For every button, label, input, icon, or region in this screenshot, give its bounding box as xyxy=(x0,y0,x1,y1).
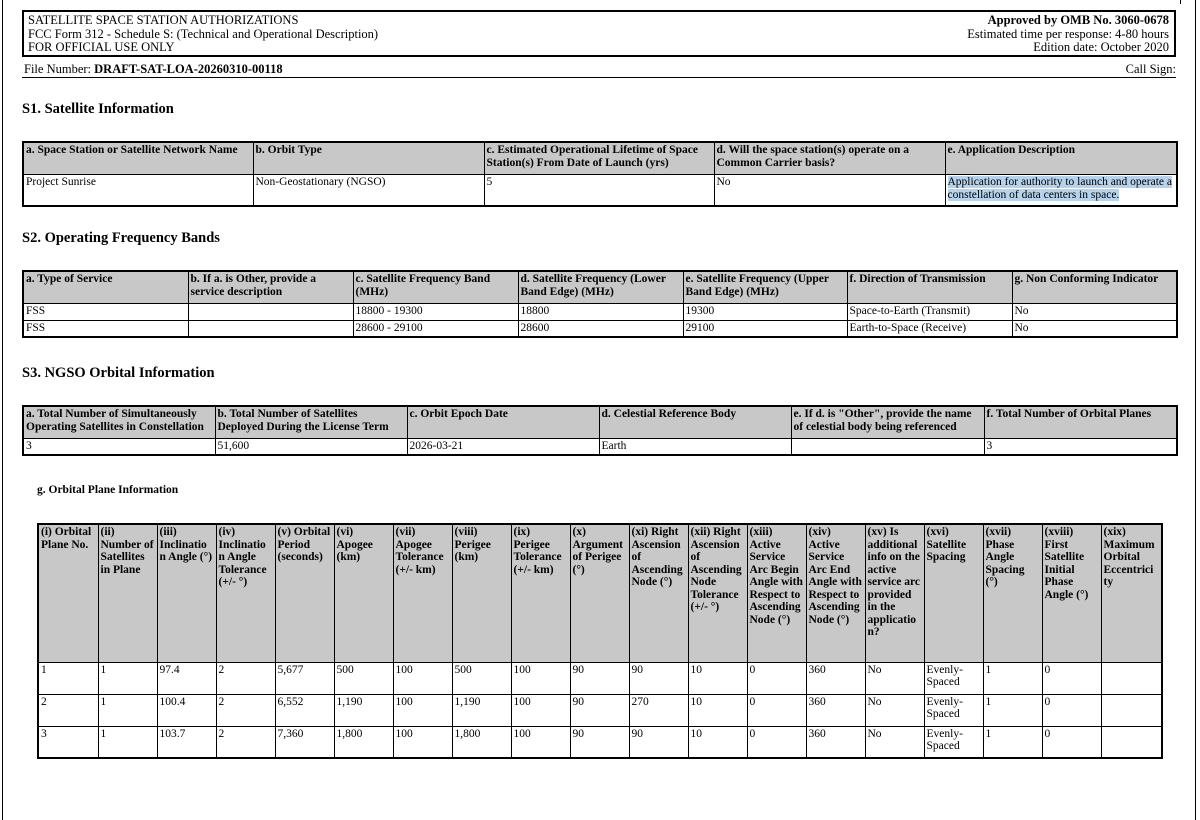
orbital-cell: 500 xyxy=(452,662,511,694)
orbital-cell: 0 xyxy=(1042,694,1101,726)
lower-band-edge: 28600 xyxy=(518,320,683,337)
orbital-cell xyxy=(1101,694,1162,726)
estimated-time: Estimated time per response: 4-80 hours xyxy=(967,26,1169,41)
orbital-cell: 360 xyxy=(806,662,865,694)
orbital-header-2: (ii) Number of Satellites in Plane xyxy=(98,524,157,662)
orbit-epoch-date: 2026-03-21 xyxy=(407,438,599,455)
application-description-cell xyxy=(945,174,1177,206)
orbital-header-7: (vii) Apogee Tolerance (+/- km) xyxy=(393,524,452,662)
celestial-body: Earth xyxy=(599,438,791,455)
orbital-cell: 10 xyxy=(688,694,747,726)
s1-title: S1. Satellite Information xyxy=(22,101,174,117)
s2-header-e: e. Satellite Frequency (Upper Band Edge) (MHz) xyxy=(683,271,847,303)
operational-lifetime: 5 xyxy=(484,174,714,206)
orbital-header-10: (x) Argument of Perigee (°) xyxy=(570,524,629,662)
orbital-cell: 2 xyxy=(216,726,275,758)
orbital-cell: 97.4 xyxy=(157,662,216,694)
orbital-cell: 3 xyxy=(38,726,98,758)
orbital-cell: Evenly-Spaced xyxy=(924,694,983,726)
orbital-cell: 2 xyxy=(216,694,275,726)
s2-header-g: g. Non Conforming Indicator xyxy=(1012,271,1177,303)
s2-header-c: c. Satellite Frequency Band (MHz) xyxy=(353,271,518,303)
s1-header-b: b. Orbit Type xyxy=(253,142,484,174)
non-conforming: No xyxy=(1012,303,1177,320)
orbital-cell: 1 xyxy=(983,662,1042,694)
orbital-cell: 10 xyxy=(688,662,747,694)
orbital-cell: 103.7 xyxy=(157,726,216,758)
s3-header-row xyxy=(23,406,1177,438)
orbital-header-13: (xiii) Active Service Arc Begin Angle with Respect to Ascending Node (°) xyxy=(747,524,806,662)
orbital-row xyxy=(38,726,1162,758)
s1-header-d: d. Will the space station(s) operate on a Common Carrier basis? xyxy=(714,142,945,174)
call-sign-label: Call Sign: xyxy=(1125,62,1176,76)
form-subtitle: FCC Form 312 - Schedule S: (Technical and Operational Description) xyxy=(28,26,379,41)
orbital-cell: 100.4 xyxy=(157,694,216,726)
file-number-label: File Number: xyxy=(24,62,92,76)
s2-header-f: f. Direction of Transmission xyxy=(847,271,1012,303)
orbital-header-18: (xviii) First Satellite Initial Phase Angle (°) xyxy=(1042,524,1101,662)
form-title: SATELLITE SPACE STATION AUTHORIZATIONS xyxy=(28,13,299,27)
orbital-cell: 7,360 xyxy=(275,726,334,758)
form-header-left xyxy=(28,14,378,55)
orbital-cell: 2 xyxy=(38,694,98,726)
orbital-row xyxy=(38,662,1162,694)
orbit-type: Non-Geostationary (NGSO) xyxy=(253,174,484,206)
transmission-direction: Earth-to-Space (Receive) xyxy=(847,320,1012,337)
other-celestial-body xyxy=(791,438,984,455)
s2-header-d: d. Satellite Frequency (Lower Band Edge) (MHz) xyxy=(518,271,683,303)
service-type: FSS xyxy=(23,303,188,320)
lower-band-edge: 18800 xyxy=(518,303,683,320)
orbital-header-19: (xix) Maximum Orbital Eccentrici ty xyxy=(1101,524,1162,662)
orbital-cell: 100 xyxy=(393,694,452,726)
s3-header-a: a. Total Number of Simultaneously Operating Satellites in Constellation xyxy=(23,406,215,438)
orbital-row xyxy=(38,694,1162,726)
omb-approval: Approved by OMB No. 3060-0678 xyxy=(987,13,1169,27)
orbital-cell: 10 xyxy=(688,726,747,758)
orbital-cell: 90 xyxy=(570,694,629,726)
s1-header-a: a. Space Station or Satellite Network Name xyxy=(23,142,253,174)
application-description[interactable]: Application for authority to launch and operate a constellation of data centers in space. xyxy=(947,175,1172,201)
orbital-cell: 90 xyxy=(570,726,629,758)
service-description xyxy=(188,320,353,337)
form-header xyxy=(22,10,1176,57)
s1-header-e: e. Application Description xyxy=(945,142,1177,174)
orbital-cell: 0 xyxy=(1042,662,1101,694)
s2-table xyxy=(22,270,1178,338)
orbital-cell: 1,190 xyxy=(452,694,511,726)
orbital-planes: 3 xyxy=(984,438,1177,455)
orbital-cell: 5,677 xyxy=(275,662,334,694)
orbital-cell: 0 xyxy=(747,662,806,694)
s2-header-a: a. Type of Service xyxy=(23,271,188,303)
orbital-header-6: (vi) Apogee (km) xyxy=(334,524,393,662)
s2-row-2 xyxy=(23,320,1177,337)
orbital-cell: 90 xyxy=(570,662,629,694)
s3-header-b: b. Total Number of Satellites Deployed During the License Term xyxy=(215,406,407,438)
orbital-cell: 1 xyxy=(98,694,157,726)
orbital-cell: 500 xyxy=(334,662,393,694)
s3-header-e: e. If d. is "Other", provide the name of celestial body being referenced xyxy=(791,406,984,438)
orbital-cell: 0 xyxy=(1042,726,1101,758)
orbital-header-14: (xiv) Active Service Arc End Angle with Respect to Ascending Node (°) xyxy=(806,524,865,662)
upper-band-edge: 19300 xyxy=(683,303,847,320)
orbital-cell: 1,800 xyxy=(334,726,393,758)
common-carrier: No xyxy=(714,174,945,206)
non-conforming: No xyxy=(1012,320,1177,337)
orbital-header-11: (xi) Right Ascension of Ascending Node (°) xyxy=(629,524,688,662)
orbital-cell: 90 xyxy=(629,662,688,694)
orbital-header-row xyxy=(38,524,1162,662)
orbital-plane-table xyxy=(37,523,1163,759)
orbital-cell: Evenly-Spaced xyxy=(924,662,983,694)
frequency-band: 18800 - 19300 xyxy=(353,303,518,320)
page-edge-left xyxy=(2,0,3,820)
edition-date: Edition date: October 2020 xyxy=(1033,40,1169,54)
s2-header-row xyxy=(23,271,1177,303)
orbital-cell: 1,800 xyxy=(452,726,511,758)
deployed-satellites: 51,600 xyxy=(215,438,407,455)
service-description xyxy=(188,303,353,320)
orbital-cell: 2 xyxy=(216,662,275,694)
orbital-cell: Evenly-Spaced xyxy=(924,726,983,758)
s3-table xyxy=(22,405,1178,456)
orbital-header-3: (iii) Inclinatio n Angle (°) xyxy=(157,524,216,662)
orbital-body xyxy=(38,662,1162,758)
s3-data-row xyxy=(23,438,1177,455)
upper-band-edge: 29100 xyxy=(683,320,847,337)
orbital-cell: 1 xyxy=(98,662,157,694)
page-corner-mark xyxy=(1180,0,1181,4)
orbital-cell: 90 xyxy=(629,726,688,758)
orbital-header-5: (v) Orbital Period (seconds) xyxy=(275,524,334,662)
orbital-cell: 100 xyxy=(511,694,570,726)
s3-header-c: c. Orbit Epoch Date xyxy=(407,406,599,438)
orbital-header-1: (i) Orbital Plane No. xyxy=(38,524,98,662)
orbital-cell: 100 xyxy=(393,726,452,758)
orbital-cell: 100 xyxy=(511,726,570,758)
orbital-header-12: (xii) Right Ascension of Ascending Node Tolerance (+/- °) xyxy=(688,524,747,662)
orbital-header-17: (xvii) Phase Angle Spacing (°) xyxy=(983,524,1042,662)
orbital-cell: No xyxy=(865,662,924,694)
frequency-band: 28600 - 29100 xyxy=(353,320,518,337)
orbital-cell: 6,552 xyxy=(275,694,334,726)
orbital-header-4: (iv) Inclinatio n Angle Tolerance (+/- °) xyxy=(216,524,275,662)
s3-title: S3. NGSO Orbital Information xyxy=(22,365,215,381)
orbital-cell: 270 xyxy=(629,694,688,726)
form-header-right xyxy=(967,14,1169,55)
s1-header-row xyxy=(23,142,1177,174)
file-number-value: DRAFT-SAT-LOA-20260310-00118 xyxy=(94,62,283,76)
s3-header-d: d. Celestial Reference Body xyxy=(599,406,791,438)
s2-title: S2. Operating Frequency Bands xyxy=(22,230,220,246)
orbital-cell: 1 xyxy=(983,694,1042,726)
orbital-cell: No xyxy=(865,694,924,726)
orbital-plane-title: g. Orbital Plane Information xyxy=(37,484,179,496)
orbital-cell: 1 xyxy=(98,726,157,758)
file-number-line xyxy=(24,62,283,77)
header-rule xyxy=(22,77,1176,78)
service-type: FSS xyxy=(23,320,188,337)
page-edge-right xyxy=(1195,0,1196,820)
orbital-cell: 1 xyxy=(38,662,98,694)
operating-satellites: 3 xyxy=(23,438,215,455)
orbital-header-8: (viii) Perigee (km) xyxy=(452,524,511,662)
orbital-cell: 360 xyxy=(806,694,865,726)
transmission-direction: Space-to-Earth (Transmit) xyxy=(847,303,1012,320)
s2-row-1 xyxy=(23,303,1177,320)
orbital-cell: 100 xyxy=(511,662,570,694)
orbital-header-15: (xv) Is additional info on the active service arc provided in the applicatio n? xyxy=(865,524,924,662)
s2-header-b: b. If a. is Other, provide a service description xyxy=(188,271,353,303)
official-use-notice: FOR OFFICIAL USE ONLY xyxy=(28,40,175,54)
s1-table xyxy=(22,141,1178,207)
s3-header-f: f. Total Number of Orbital Planes xyxy=(984,406,1177,438)
orbital-header-16: (xvi) Satellite Spacing xyxy=(924,524,983,662)
orbital-cell xyxy=(1101,662,1162,694)
orbital-cell: 1,190 xyxy=(334,694,393,726)
orbital-header-9: (ix) Perigee Tolerance (+/- km) xyxy=(511,524,570,662)
orbital-cell: 0 xyxy=(747,726,806,758)
station-name: Project Sunrise xyxy=(23,174,253,206)
s1-header-c: c. Estimated Operational Lifetime of Space Station(s) From Date of Launch (yrs) xyxy=(484,142,714,174)
orbital-cell: 1 xyxy=(983,726,1042,758)
orbital-cell xyxy=(1101,726,1162,758)
orbital-cell: 100 xyxy=(393,662,452,694)
orbital-cell: 0 xyxy=(747,694,806,726)
s1-data-row xyxy=(23,174,1177,206)
orbital-cell: 360 xyxy=(806,726,865,758)
orbital-cell: No xyxy=(865,726,924,758)
